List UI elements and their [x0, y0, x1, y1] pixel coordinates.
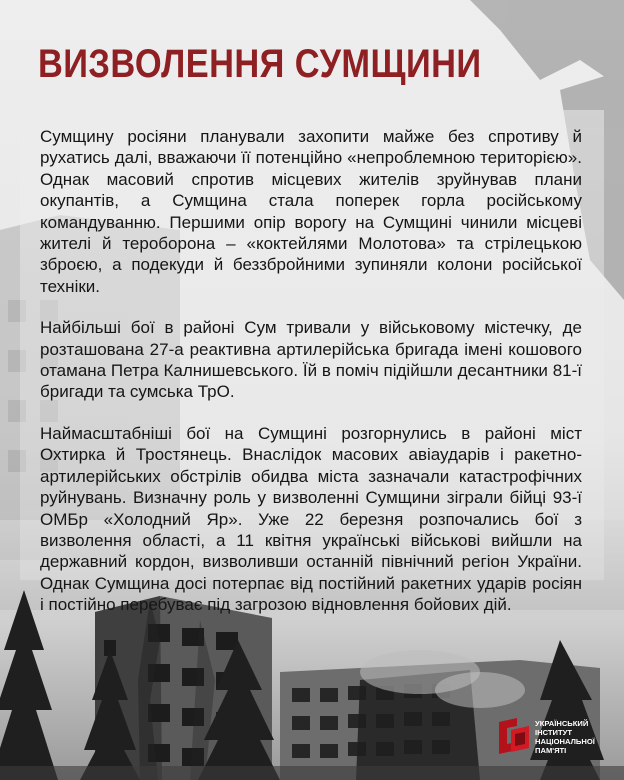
institute-logo-text: УКРАЇНСЬКИЙ ІНСТИТУТ НАЦІОНАЛЬНОЇ ПАМ'ЯТІ [535, 719, 595, 755]
paragraph-1: Сумщину росіяни планували захопити майже без спротиву й рухатись далі, вважаючи її потенційно «непроблемною територією». Однак масовий спротив місцевих жителів зруйнував плани окупантів, а Сумщина стала поперек горла російському командуванню. Першими опір ворогу на Сумщині чинили місцеві жителі й тероборона – «коктейлями Молотова» та стрілецькою зброєю, а подекуди й беззбройними зупиняли колони російської техніки. [40, 127, 582, 296]
paragraph-2: Найбільші бої в районі Сум тривали у військовому містечку, де розташована 27-а реактивна артилерійська бригада імені кошового отамана Петра Калнишевського. Їй в поміч підійшли десантники 81-ї бригади та сумська ТрО. [40, 318, 582, 402]
paragraph-3: Наймасштабніші бої на Сумщині розгорнулись в районі міст Охтирка й Тростянець. Внаслідок масових авіаударів і ракетно-артилерійських обстрілів обидва міста зазначали катастрофічних руйнувань. Визначну роль у визволенні Сумщини зіграли бійці 93-ї ОМБр «Холодний Яр». Уже 22 березня розпочались бої з визволення області, а 11 квітня українські військові вийшли на державний кордон, визволивши останній північний регіон України. Однак Сумщина досі потерпає від постійний ракетних ударів росіян і постійно перебуває під загрозою відновлення бойових дій. [40, 423, 582, 615]
institute-logo-icon [499, 718, 529, 754]
article-body [40, 126, 582, 636]
page-title: ВИЗВОЛЕННЯ СУМЩИНИ [38, 42, 482, 86]
institute-logo [499, 718, 617, 758]
